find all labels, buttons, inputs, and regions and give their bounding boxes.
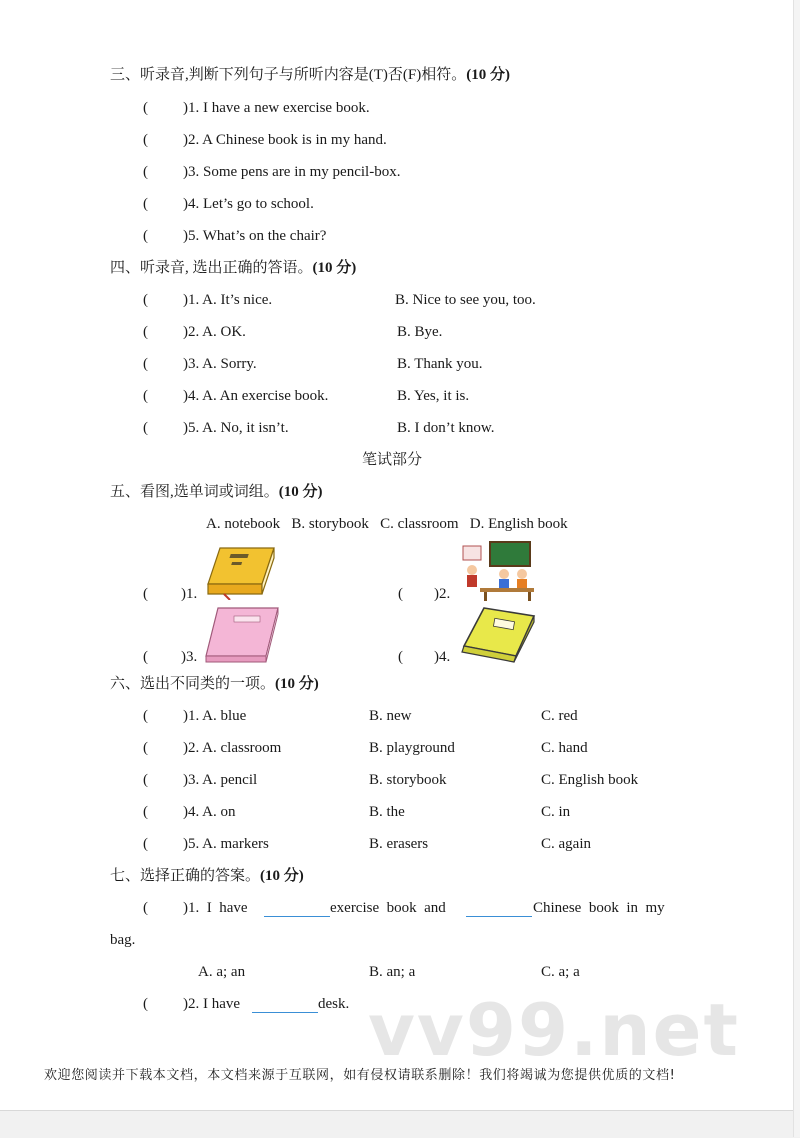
- answer-paren: (: [143, 900, 148, 916]
- s6-item-1-a: )1. A. blue: [183, 708, 247, 724]
- s4-item-1-b: B. Nice to see you, too.: [395, 292, 536, 308]
- s6-item-1-c: C. red: [541, 708, 578, 724]
- english-book-image: [204, 606, 280, 664]
- s4-item-3-a: )3. A. Sorry.: [183, 356, 257, 372]
- answer-paren: (: [143, 228, 148, 244]
- s7-q1-part3: Chinese book in my: [533, 900, 665, 916]
- answer-paren: (: [143, 388, 148, 404]
- section-3-score: (10 分): [466, 67, 510, 83]
- s6-item-3-a: )3. A. pencil: [183, 772, 258, 788]
- answer-paren: (: [143, 740, 148, 756]
- s3-item-2: )2. A Chinese book is in my hand.: [183, 132, 387, 148]
- watermark-text: vv99.net: [368, 988, 740, 1072]
- s4-item-4-b: B. Yes, it is.: [397, 388, 470, 404]
- answer-paren: (: [143, 586, 148, 602]
- s7-q1-option-b: B. an; a: [369, 964, 416, 980]
- section-7-title: [110, 867, 304, 885]
- answer-paren: (: [143, 356, 148, 372]
- answer-paren: (: [143, 196, 148, 212]
- section-5-score: (10 分): [278, 484, 323, 500]
- s7-q1-part2: exercise book and: [330, 900, 446, 916]
- s7-q2-part1: )2. I have: [183, 996, 241, 1012]
- answer-blank[interactable]: [466, 916, 532, 917]
- section-5-title-text: 五、看图,选单词或词组。: [110, 484, 279, 500]
- footer-notice: 欢迎您阅读并下载本文档，本文档来源于互联网，如有侵权请联系删除！我们将竭诚为您提供优质的文档!: [44, 1068, 676, 1083]
- answer-blank[interactable]: [252, 1012, 318, 1013]
- section-3-title: [110, 66, 510, 84]
- s4-item-5-a: )5. A. No, it isn’t.: [183, 420, 289, 436]
- page-bottom-strip: [0, 1110, 800, 1138]
- s7-q2-part2: desk.: [318, 996, 350, 1012]
- yellow-book-image: [200, 544, 278, 600]
- section-6-score: (10 分): [275, 676, 319, 692]
- s4-item-4-a: )4. A. An exercise book.: [183, 388, 329, 404]
- s6-item-5-b: B. erasers: [369, 836, 429, 852]
- section-4-score: (10 分): [312, 260, 357, 276]
- answer-paren: (: [398, 649, 403, 665]
- answer-paren: (: [143, 164, 148, 180]
- section-7-score: (10 分): [260, 868, 304, 884]
- s6-item-3-c: C. English book: [541, 772, 639, 788]
- page-right-edge: [793, 0, 800, 1137]
- s6-item-3-b: B. storybook: [369, 772, 447, 788]
- s6-item-1-b: B. new: [369, 708, 412, 724]
- s3-item-4: )4. Let’s go to school.: [183, 196, 314, 212]
- s4-item-3-b: B. Thank you.: [397, 356, 483, 372]
- classroom-image: [460, 540, 538, 602]
- s5-options: A. notebook B. storybook C. classroom D. English book: [206, 516, 568, 532]
- notebook-image: [460, 606, 538, 664]
- section-4-title: [110, 259, 356, 277]
- s3-item-3: )3. Some pens are in my pencil-box.: [183, 164, 401, 180]
- s7-q1-continuation: bag.: [110, 932, 136, 948]
- section-7-title-text: 七、选择正确的答案。: [110, 868, 261, 884]
- answer-paren: (: [143, 836, 148, 852]
- answer-paren: (: [143, 420, 148, 436]
- answer-paren: (: [143, 100, 148, 116]
- s4-item-1-a: )1. A. It’s nice.: [183, 292, 273, 308]
- s6-item-5-c: C. again: [541, 836, 591, 852]
- s6-item-2-a: )2. A. classroom: [183, 740, 282, 756]
- answer-paren: (: [143, 324, 148, 340]
- answer-paren: (: [143, 708, 148, 724]
- s5-label-3: )3.: [181, 649, 198, 665]
- s7-q1-option-c: C. a; a: [541, 964, 580, 980]
- s5-label-1: )1.: [181, 586, 198, 602]
- answer-paren: (: [398, 586, 403, 602]
- written-part-heading: 笔试部分: [362, 452, 423, 468]
- answer-paren: (: [143, 132, 148, 148]
- section-6-title: [110, 675, 319, 693]
- s7-q1-part1: )1. I have: [183, 900, 248, 916]
- answer-paren: (: [143, 292, 148, 308]
- answer-paren: (: [143, 649, 148, 665]
- section-6-title-text: 六、选出不同类的一项。: [110, 676, 276, 692]
- s6-item-4-b: B. the: [369, 804, 405, 820]
- answer-paren: (: [143, 996, 148, 1012]
- s6-item-2-b: B. playground: [369, 740, 455, 756]
- s4-item-2-a: )2. A. OK.: [183, 324, 246, 340]
- s5-label-4: )4.: [434, 649, 451, 665]
- s6-item-4-a: )4. A. on: [183, 804, 236, 820]
- answer-paren: (: [143, 772, 148, 788]
- s5-label-2: )2.: [434, 586, 451, 602]
- section-3-title-text: 三、听录音,判断下列句子与所听内容是(T)否(F)相符。: [110, 67, 467, 83]
- s6-item-5-a: )5. A. markers: [183, 836, 269, 852]
- section-4-title-text: 四、听录音, 选出正确的答语。: [110, 260, 313, 276]
- section-5-title: [110, 483, 323, 501]
- s4-item-2-b: B. Bye.: [397, 324, 443, 340]
- answer-blank[interactable]: [264, 916, 330, 917]
- s6-item-2-c: C. hand: [541, 740, 588, 756]
- s3-item-5: )5. What’s on the chair?: [183, 228, 327, 244]
- answer-paren: (: [143, 804, 148, 820]
- s3-item-1: )1. I have a new exercise book.: [183, 100, 370, 116]
- s4-item-5-b: B. I don’t know.: [397, 420, 495, 436]
- s6-item-4-c: C. in: [541, 804, 571, 820]
- s7-q1-option-a: A. a; an: [198, 964, 246, 980]
